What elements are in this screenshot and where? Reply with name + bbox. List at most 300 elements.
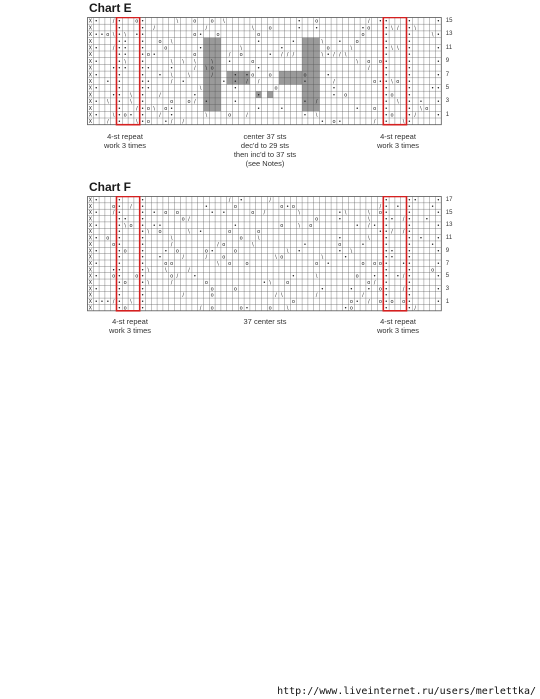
row-number: 3: [445, 285, 450, 292]
stitch-symbol: •: [141, 260, 145, 267]
stitch-symbol: \: [367, 216, 370, 223]
stitch-symbol: /: [367, 222, 370, 229]
stitch-symbol: •: [94, 32, 98, 39]
stitch-symbol: •: [117, 305, 121, 312]
stitch-symbol: o: [315, 18, 319, 25]
stitch-symbol: •: [384, 299, 388, 306]
stitch-symbol: •: [233, 99, 237, 106]
stitch-symbol: /: [362, 292, 364, 299]
stitch-symbol: o: [291, 203, 295, 210]
stitch-symbol: •: [152, 52, 156, 59]
stitch-symbol: o: [268, 305, 272, 312]
stitch-symbol: •: [436, 222, 440, 229]
stitch-symbol: o: [378, 58, 382, 65]
stitch-symbol: •: [384, 92, 388, 99]
stitch-symbol: •: [141, 235, 145, 242]
stitch-symbol: •: [436, 273, 440, 280]
stitch-symbol: •: [407, 105, 411, 112]
stitch-symbol: •: [436, 99, 440, 106]
stitch-symbol: •: [117, 254, 121, 261]
stitch-symbol: •: [141, 92, 145, 99]
stitch-symbol: •: [407, 260, 411, 267]
stitch-symbol: /: [402, 286, 405, 293]
stitch-symbol: •: [280, 105, 284, 112]
stitch-symbol: •: [141, 299, 145, 306]
stitch-symbol: •: [106, 299, 110, 306]
stitch-symbol: •: [297, 18, 301, 25]
stitch-symbol: X: [88, 72, 93, 79]
stitch-symbol: o: [338, 241, 342, 248]
stitch-symbol: •: [384, 72, 388, 79]
stitch-symbol: •: [117, 203, 121, 210]
stitch-symbol: \: [124, 58, 127, 65]
stitch-symbol: •: [436, 235, 440, 242]
stitch-symbol: o: [123, 305, 127, 312]
stitch-symbol: X: [88, 38, 93, 45]
stitch-symbol: o: [349, 305, 353, 312]
stitch-symbol: o: [239, 52, 243, 59]
stitch-symbol: o: [315, 216, 319, 223]
stitch-symbol: •: [117, 105, 121, 112]
stitch-symbol: o: [431, 267, 435, 274]
stitch-symbol: \: [286, 248, 289, 255]
stitch-symbol: •: [141, 216, 145, 223]
stitch-symbol: •: [112, 267, 116, 274]
stitch-symbol: /: [367, 65, 370, 72]
stitch-symbol: •: [378, 78, 382, 85]
stitch-symbol: •: [135, 32, 139, 39]
stitch-symbol: •: [303, 78, 307, 85]
stitch-symbol: o: [251, 58, 255, 65]
stitch-symbol: o: [204, 280, 208, 287]
stitch-symbol: •: [338, 248, 342, 255]
stitch-symbol: o: [135, 18, 139, 25]
stitch-symbol: •: [384, 280, 388, 287]
stitch-symbol: •: [123, 65, 127, 72]
stitch-symbol: /: [193, 99, 196, 106]
stitch-symbol: \: [147, 280, 150, 287]
stitch-symbol: X: [88, 45, 93, 52]
stitch-symbol: \: [188, 229, 190, 236]
stitch-symbol: •: [332, 85, 336, 92]
source-url: http://www.liveinternet.ru/users/merlettka/: [277, 686, 536, 697]
stitch-symbol: •: [141, 25, 145, 32]
stitch-symbol: •: [94, 112, 98, 119]
stitch-symbol: •: [407, 305, 411, 312]
row-number: 9: [445, 58, 450, 65]
stitch-symbol: X: [88, 85, 93, 92]
stitch-symbol: •: [262, 280, 266, 287]
stitch-symbol: o: [378, 210, 382, 217]
stitch-symbol: •: [326, 52, 330, 59]
stitch-symbol: o: [146, 52, 150, 59]
stitch-symbol: o: [210, 65, 214, 72]
stitch-symbol: /: [228, 52, 231, 59]
stitch-symbol: •: [378, 18, 382, 25]
stitch-symbol: /: [367, 299, 370, 306]
stitch-symbol: o: [233, 286, 237, 293]
stitch-symbol: \: [280, 292, 283, 299]
stitch-symbol: •: [407, 52, 411, 59]
stitch-symbol: \: [130, 92, 132, 99]
stitch-symbol: \: [147, 229, 150, 236]
stitch-symbol: •: [384, 99, 388, 106]
stitch-symbol: •: [117, 292, 121, 299]
stitch-symbol: •: [407, 85, 411, 92]
stitch-symbol: •: [117, 99, 121, 106]
stitch-symbol: •: [141, 222, 145, 229]
stitch-symbol: o: [373, 78, 377, 85]
stitch-symbol: o: [280, 254, 284, 261]
stitch-symbol: /: [414, 112, 417, 119]
stitch-symbol: X: [88, 286, 93, 293]
stitch-symbol: •: [402, 260, 406, 267]
stitch-symbol: •: [123, 216, 127, 223]
stitch-symbol: o: [112, 203, 116, 210]
stitch-symbol: •: [384, 45, 388, 52]
stitch-symbol: •: [94, 18, 98, 25]
stitch-symbol: /: [373, 119, 376, 126]
stitch-symbol: \: [321, 38, 324, 45]
stitch-symbol: •: [384, 65, 388, 72]
stitch-symbol: •: [338, 119, 342, 126]
stitch-symbol: \: [350, 45, 353, 52]
stitch-symbol: \: [112, 112, 115, 119]
stitch-symbol: o: [112, 241, 116, 248]
stitch-symbol: •: [407, 58, 411, 65]
stitch-symbol: o: [251, 210, 255, 217]
stitch-symbol: \: [147, 267, 150, 274]
stitch-symbol: o: [164, 210, 168, 217]
stitch-symbol: •: [100, 32, 104, 39]
stitch-symbol: •: [384, 241, 388, 248]
stitch-symbol: •: [94, 260, 98, 267]
stitch-symbol: •: [158, 254, 162, 261]
stitch-symbol: •: [407, 280, 411, 287]
stitch-symbol: \: [106, 99, 109, 106]
stitch-symbol: o: [361, 32, 365, 39]
stitch-symbol: •: [431, 203, 435, 210]
stitch-symbol: /: [199, 305, 202, 312]
stitch-symbol: •: [117, 260, 121, 267]
stitch-symbol: /: [112, 299, 115, 306]
stitch-symbol: /: [402, 229, 405, 236]
stitch-symbol: •: [117, 210, 121, 217]
stitch-symbol: •: [141, 203, 145, 210]
stitch-symbol: •: [94, 85, 98, 92]
stitch-symbol: •: [303, 99, 307, 106]
stitch-symbol: o: [187, 99, 191, 106]
stitch-symbol: •: [407, 18, 411, 25]
stitch-symbol: /: [182, 254, 185, 261]
stitch-symbol: •: [117, 32, 121, 39]
chart-f-right-caption: [366, 317, 430, 335]
caption-line: 4-st repeat: [112, 317, 148, 326]
stitch-symbol: •: [222, 210, 226, 217]
stitch-symbol: /: [170, 280, 173, 287]
row-number: 7: [445, 260, 450, 267]
stitch-symbol: o: [280, 222, 284, 229]
stitch-symbol: •: [384, 286, 388, 293]
stitch-symbol: \: [211, 58, 214, 65]
stitch-symbol: •: [146, 78, 150, 85]
stitch-symbol: •: [384, 254, 388, 261]
stitch-symbol: o: [222, 241, 226, 248]
stitch-symbol: •: [407, 299, 411, 306]
stitch-symbol: •: [355, 299, 359, 306]
stitch-symbol: o: [216, 32, 220, 39]
stitch-symbol: •: [407, 38, 411, 45]
stitch-symbol: •: [367, 286, 371, 293]
stitch-symbol: •: [361, 25, 365, 32]
stitch-symbol: •: [170, 65, 174, 72]
stitch-symbol: •: [407, 112, 411, 119]
stitch-symbol: o: [367, 25, 371, 32]
stitch-symbol: •: [117, 72, 121, 79]
row-number: 5: [445, 85, 450, 91]
stitch-symbol: •: [384, 216, 388, 223]
stitch-symbol: •: [407, 78, 411, 85]
stitch-symbol: \: [350, 248, 353, 255]
stitch-symbol: o: [355, 273, 359, 280]
stitch-symbol: \: [199, 85, 202, 92]
stitch-symbol: \: [205, 65, 208, 72]
stitch-symbol: •: [94, 286, 98, 293]
stitch-symbol: /: [217, 241, 219, 248]
stitch-symbol: •: [106, 78, 110, 85]
stitch-symbol: •: [396, 203, 400, 210]
stitch-symbol: •: [326, 72, 330, 79]
row-number: 13: [445, 222, 453, 229]
stitch-symbol: •: [407, 92, 411, 99]
stitch-symbol: \: [344, 210, 347, 217]
stitch-symbol: X: [88, 254, 93, 261]
stitch-symbol: •: [384, 78, 388, 85]
stitch-symbol: X: [88, 92, 93, 99]
stitch-symbol: \: [240, 45, 243, 52]
stitch-symbol: •: [141, 112, 145, 119]
stitch-symbol: o: [210, 292, 214, 299]
stitch-symbol: \: [321, 52, 324, 59]
stitch-symbol: •: [384, 248, 388, 255]
stitch-symbol: •: [384, 203, 388, 210]
stitch-symbol: •: [112, 65, 116, 72]
stitch-symbol: o: [146, 105, 150, 112]
stitch-symbol: •: [373, 273, 377, 280]
stitch-symbol: •: [384, 85, 388, 92]
stitch-symbol: o: [355, 38, 359, 45]
chart-e-title: Chart E: [89, 1, 132, 15]
stitch-symbol: /: [112, 45, 115, 52]
stitch-symbol: \: [391, 78, 393, 85]
caption-line: center 37 sts: [243, 132, 287, 141]
stitch-symbol: o: [373, 105, 377, 112]
stitch-symbol: \: [391, 45, 393, 52]
stitch-symbol: /: [205, 25, 208, 32]
stitch-symbol: •: [199, 32, 203, 39]
stitch-symbol: /: [280, 52, 283, 59]
stitch-symbol: o: [390, 299, 394, 306]
stitch-symbol: \: [130, 299, 132, 306]
stitch-symbol: •: [210, 248, 214, 255]
stitch-symbol: o: [164, 45, 168, 52]
stitch-symbol: •: [141, 72, 145, 79]
stitch-symbol: •: [117, 273, 121, 280]
stitch-symbol: •: [407, 241, 411, 248]
stitch-symbol: •: [117, 222, 121, 229]
stitch-symbol: \: [124, 222, 127, 229]
stitch-symbol: X: [88, 222, 93, 229]
stitch-symbol: •: [407, 254, 411, 261]
stitch-symbol: \: [321, 254, 324, 261]
stitch-symbol: /: [338, 52, 341, 59]
stitch-symbol: •: [199, 45, 203, 52]
stitch-symbol: •: [141, 305, 145, 312]
stitch-symbol: \: [170, 235, 173, 242]
stitch-symbol: o: [367, 280, 371, 287]
row-number: 13: [445, 31, 453, 38]
stitch-symbol: o: [181, 216, 185, 223]
row-number: 17: [445, 197, 453, 203]
stitch-symbol: X: [88, 305, 93, 312]
stitch-symbol: \: [164, 267, 167, 274]
stitch-symbol: •: [94, 222, 98, 229]
stitch-symbol: •: [141, 286, 145, 293]
stitch-symbol: •: [257, 105, 261, 112]
stitch-symbol: /: [228, 197, 231, 204]
stitch-symbol: X: [88, 25, 93, 32]
stitch-symbol: o: [245, 260, 249, 267]
caption-line: work 3 times: [103, 141, 147, 150]
stitch-symbol: /: [130, 203, 132, 210]
stitch-symbol: •: [407, 65, 411, 72]
stitch-symbol: •: [141, 273, 145, 280]
stitch-symbol: •: [141, 105, 145, 112]
stitch-symbol: •: [413, 197, 417, 204]
stitch-symbol: /: [182, 119, 185, 126]
stitch-symbol: \: [176, 18, 179, 25]
row-number: 11: [445, 44, 453, 51]
stitch-symbol: /: [182, 292, 185, 299]
stitch-symbol: •: [94, 58, 98, 65]
stitch-symbol: •: [390, 216, 394, 223]
stitch-symbol: •: [117, 78, 121, 85]
stitch-symbol: o: [251, 72, 255, 79]
stitch-symbol: •: [117, 299, 121, 306]
stitch-symbol: •: [407, 292, 411, 299]
stitch-symbol: o: [268, 72, 272, 79]
stitch-symbol: o: [146, 119, 150, 126]
stitch-symbol: •: [117, 65, 121, 72]
stitch-symbol: o: [123, 248, 127, 255]
stitch-symbol: •: [117, 112, 121, 119]
caption-line: work 3 times: [108, 326, 152, 335]
stitch-symbol: •: [384, 292, 388, 299]
row-number: 9: [445, 247, 450, 254]
stitch-symbol: \: [396, 99, 399, 106]
stitch-symbol: •: [407, 235, 411, 242]
stitch-symbol: •: [407, 72, 411, 79]
stitch-symbol: o: [106, 235, 110, 242]
stitch-symbol: o: [425, 105, 429, 112]
stitch-symbol: •: [384, 32, 388, 39]
stitch-symbol: •: [280, 45, 284, 52]
stitch-symbol: •: [94, 197, 98, 204]
stitch-symbol: /: [159, 112, 161, 119]
stitch-symbol: \: [286, 305, 289, 312]
stitch-symbol: •: [117, 235, 121, 242]
stitch-symbol: •: [245, 72, 249, 79]
stitch-symbol: •: [141, 32, 145, 39]
stitch-symbol: •: [152, 210, 156, 217]
stitch-symbol: \: [135, 119, 138, 126]
stitch-symbol: •: [436, 286, 440, 293]
stitch-symbol: o: [303, 72, 307, 79]
stitch-symbol: •: [257, 38, 261, 45]
stitch-symbol: X: [88, 248, 93, 255]
stitch-symbol: /: [396, 25, 399, 32]
stitch-symbol: •: [291, 38, 295, 45]
stitch-symbol: \: [170, 58, 173, 65]
stitch-symbol: o: [390, 92, 394, 99]
stitch-symbol: •: [233, 72, 237, 79]
stitch-symbol: •: [141, 58, 145, 65]
stitch-symbol: o: [228, 229, 232, 236]
stitch-symbol: o: [106, 32, 110, 39]
stitch-symbol: X: [88, 32, 93, 39]
stitch-symbol: •: [436, 299, 440, 306]
chart-e-left-caption: [95, 132, 155, 150]
stitch-symbol: /: [159, 92, 161, 99]
stitch-symbol: •: [204, 203, 208, 210]
stitch-symbol: \: [367, 210, 370, 217]
chart-e-grid: [87, 17, 442, 127]
stitch-symbol: •: [245, 305, 249, 312]
stitch-symbol: •: [384, 25, 388, 32]
stitch-symbol: o: [228, 112, 232, 119]
stitch-symbol: /: [379, 203, 382, 210]
stitch-symbol: X: [88, 273, 93, 280]
stitch-symbol: •: [117, 280, 121, 287]
stitch-symbol: •: [94, 299, 98, 306]
stitch-symbol: •: [407, 25, 411, 32]
stitch-symbol: \: [298, 222, 301, 229]
stitch-symbol: •: [338, 216, 342, 223]
stitch-symbol: /: [275, 292, 277, 299]
stitch-symbol: X: [88, 210, 93, 217]
stitch-symbol: o: [402, 299, 406, 306]
stitch-symbol: \: [275, 254, 277, 261]
stitch-symbol: o: [291, 299, 295, 306]
stitch-symbol: •: [141, 18, 145, 25]
stitch-symbol: /: [367, 18, 370, 25]
stitch-symbol: X: [88, 235, 93, 242]
stitch-symbol: •: [436, 72, 440, 79]
stitch-symbol: /: [153, 25, 156, 32]
stitch-symbol: /: [333, 78, 335, 85]
stitch-symbol: X: [88, 52, 93, 59]
stitch-symbol: •: [199, 229, 203, 236]
stitch-symbol: •: [407, 99, 411, 106]
stitch-symbol: •: [152, 222, 156, 229]
stitch-symbol: •: [436, 248, 440, 255]
stitch-symbol: X: [88, 197, 93, 204]
stitch-symbol: •: [436, 112, 440, 119]
stitch-symbol: o: [326, 45, 330, 52]
caption-line: 4-st repeat: [107, 132, 143, 141]
stitch-symbol: •: [338, 235, 342, 242]
stitch-symbol: •: [436, 197, 440, 204]
